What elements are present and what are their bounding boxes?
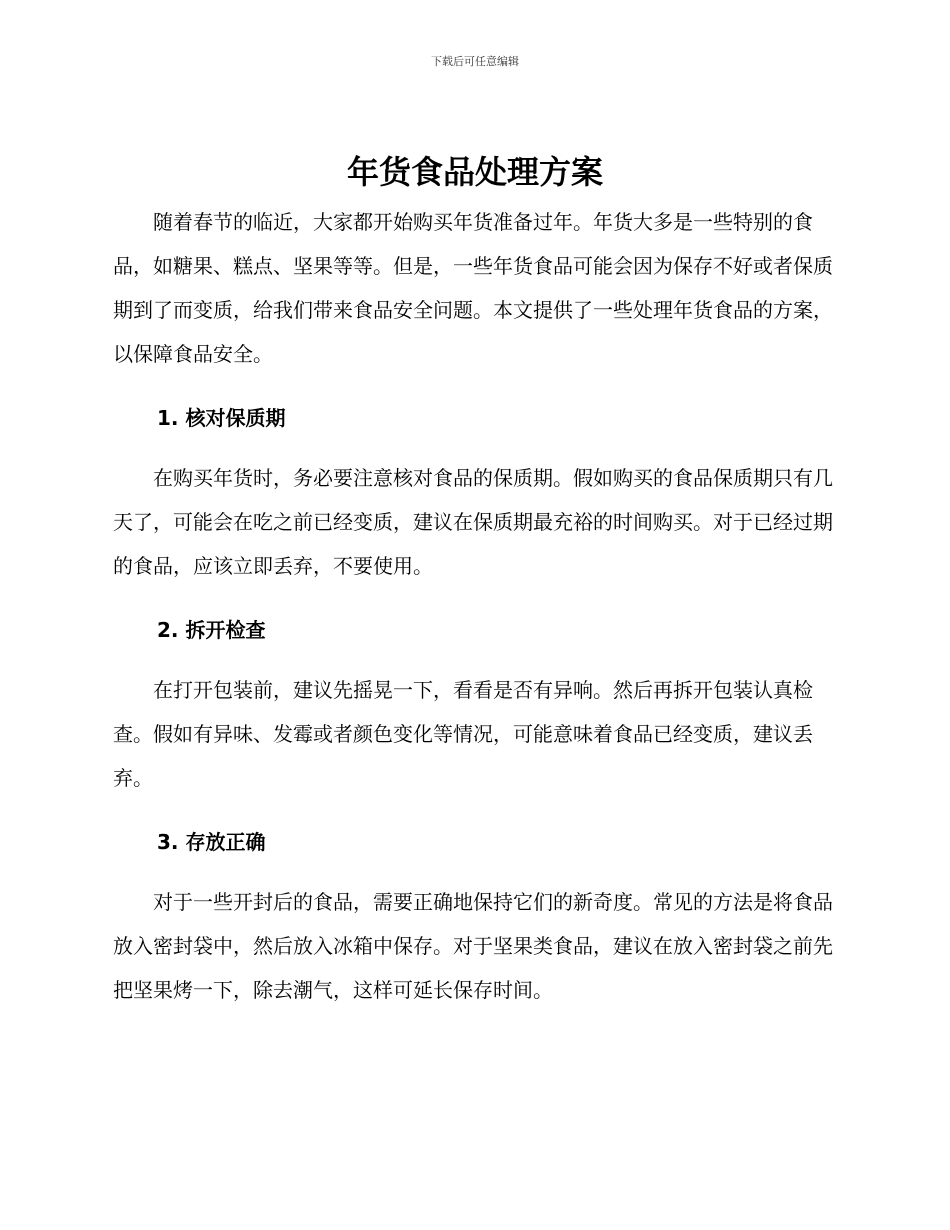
document-body [113,200,833,1012]
document-title: 年货食品处理方案 [346,153,603,191]
intro-paragraph: 随着春节的临近，大家都开始购买年货准备过年。年货大多是一些特别的食品，如糖果、糕点、坚果等等。但是，一些年货食品可能会因为保存不好或者保质期到了而变质，给我们带来食品安全问题。本文提供了一些处理年货食品的方案，以保障食品安全。 [113,210,833,366]
section-paragraph-check-shelf-life: 在购买年货时，务必要注意核对食品的保质期。假如购买的食品保质期只有几天了，可能会在吃之前已经变质，建议在保质期最充裕的时间购买。对于已经过期的食品，应该立即丢弃，不要使用。 [113,466,833,578]
section-heading-check-shelf-life: 1. 核对保质期 [157,406,286,430]
page-header-note: 下载后可任意编辑 [431,55,519,68]
section-heading-inspect: 2. 拆开检查 [157,618,266,642]
section-paragraph-storage: 对于一些开封后的食品，需要正确地保持它们的新奇度。常见的方法是将食品放入密封袋中，然后放入冰箱中保存。对于坚果类食品，建议在放入密封袋之前先把坚果烤一下，除去潮气，这样可延长保存时间。 [113,890,833,1002]
section-heading-storage: 3. 存放正确 [157,830,266,854]
section-paragraph-inspect: 在打开包装前，建议先摇晃一下，看看是否有异响。然后再拆开包装认真检查。假如有异味、发霉或者颜色变化等情况，可能意味着食品已经变质，建议丢弃。 [113,678,813,790]
